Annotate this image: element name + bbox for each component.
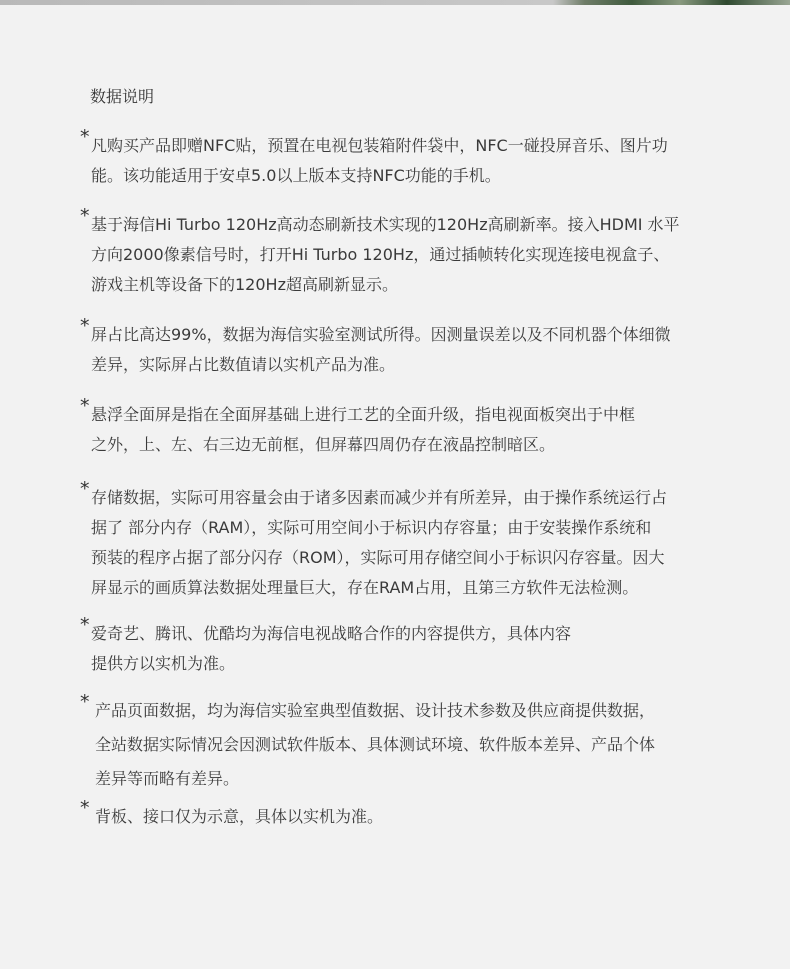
note-item bbox=[80, 614, 730, 679]
note-item bbox=[80, 395, 730, 460]
asterisk-icon: * bbox=[80, 205, 90, 227]
note-text: 屏占比高达99%，数据为海信实验室测试所得。因测量误差以及不同机器个体细微 差异，实际屏占比数值请以实机产品为准。 bbox=[91, 325, 671, 374]
note-item bbox=[80, 478, 730, 603]
note-item bbox=[80, 797, 730, 834]
note-item bbox=[80, 205, 730, 300]
note-text: 悬浮全面屏是指在全面屏基础上进行工艺的全面升级，指电视面板突出于中框 之外，上、左、右三边无前框，但屏幕四周仍存在液晶控制暗区。 bbox=[91, 405, 636, 454]
top-banner-strip bbox=[0, 0, 790, 5]
note-text: 爱奇艺、腾讯、优酷均为海信电视战略合作的内容提供方，具体内容 提供方以实机为准。 bbox=[91, 624, 572, 673]
asterisk-icon: * bbox=[80, 797, 90, 819]
asterisk-icon: * bbox=[80, 126, 90, 148]
note-text: 存储数据，实际可用容量会由于诸多因素而减少并有所差异，由于操作系统运行占 据了 部分内存（RAM），实际可用空间小于标识内存容量；由于安装操作系统和 预装的程序占据了部分闪存（ROM），实际可用存储空间小于标识闪存容量。因大 屏显示的画质算法数据处理量巨大，存在RAM占用，且第三方软件无法检测。 bbox=[91, 488, 668, 597]
asterisk-icon: * bbox=[80, 315, 90, 337]
note-text: 凡购买产品即赠NFC贴，预置在电视包装箱附件袋中，NFC一碰投屏音乐、图片功 能。该功能适用于安卓5.0以上版本支持NFC功能的手机。 bbox=[91, 136, 668, 185]
asterisk-icon: * bbox=[80, 478, 90, 500]
asterisk-icon: * bbox=[80, 614, 90, 636]
note-item bbox=[80, 126, 730, 191]
asterisk-icon: * bbox=[80, 395, 90, 417]
note-item bbox=[80, 691, 730, 796]
note-text: 背板、接口仅为示意，具体以实机为准。 bbox=[95, 807, 384, 826]
asterisk-icon: * bbox=[80, 691, 90, 713]
note-text: 产品页面数据，均为海信实验室典型值数据、设计技术参数及供应商提供数据， 全站数据实际情况会因测试软件版本、具体测试环境、软件版本差异、产品个体 差异等而略有差异。 bbox=[95, 701, 656, 788]
note-item bbox=[80, 315, 730, 380]
section-title: 数据说明 bbox=[90, 87, 155, 106]
note-text: 基于海信Hi Turbo 120Hz高动态刷新技术实现的120Hz高刷新率。接入HDMI 水平 方向2000像素信号时，打开Hi Turbo 120Hz，通过插帧转化实现连接电视盒子、 游戏主机等设备下的120Hz超高刷新显示。 bbox=[91, 215, 680, 294]
